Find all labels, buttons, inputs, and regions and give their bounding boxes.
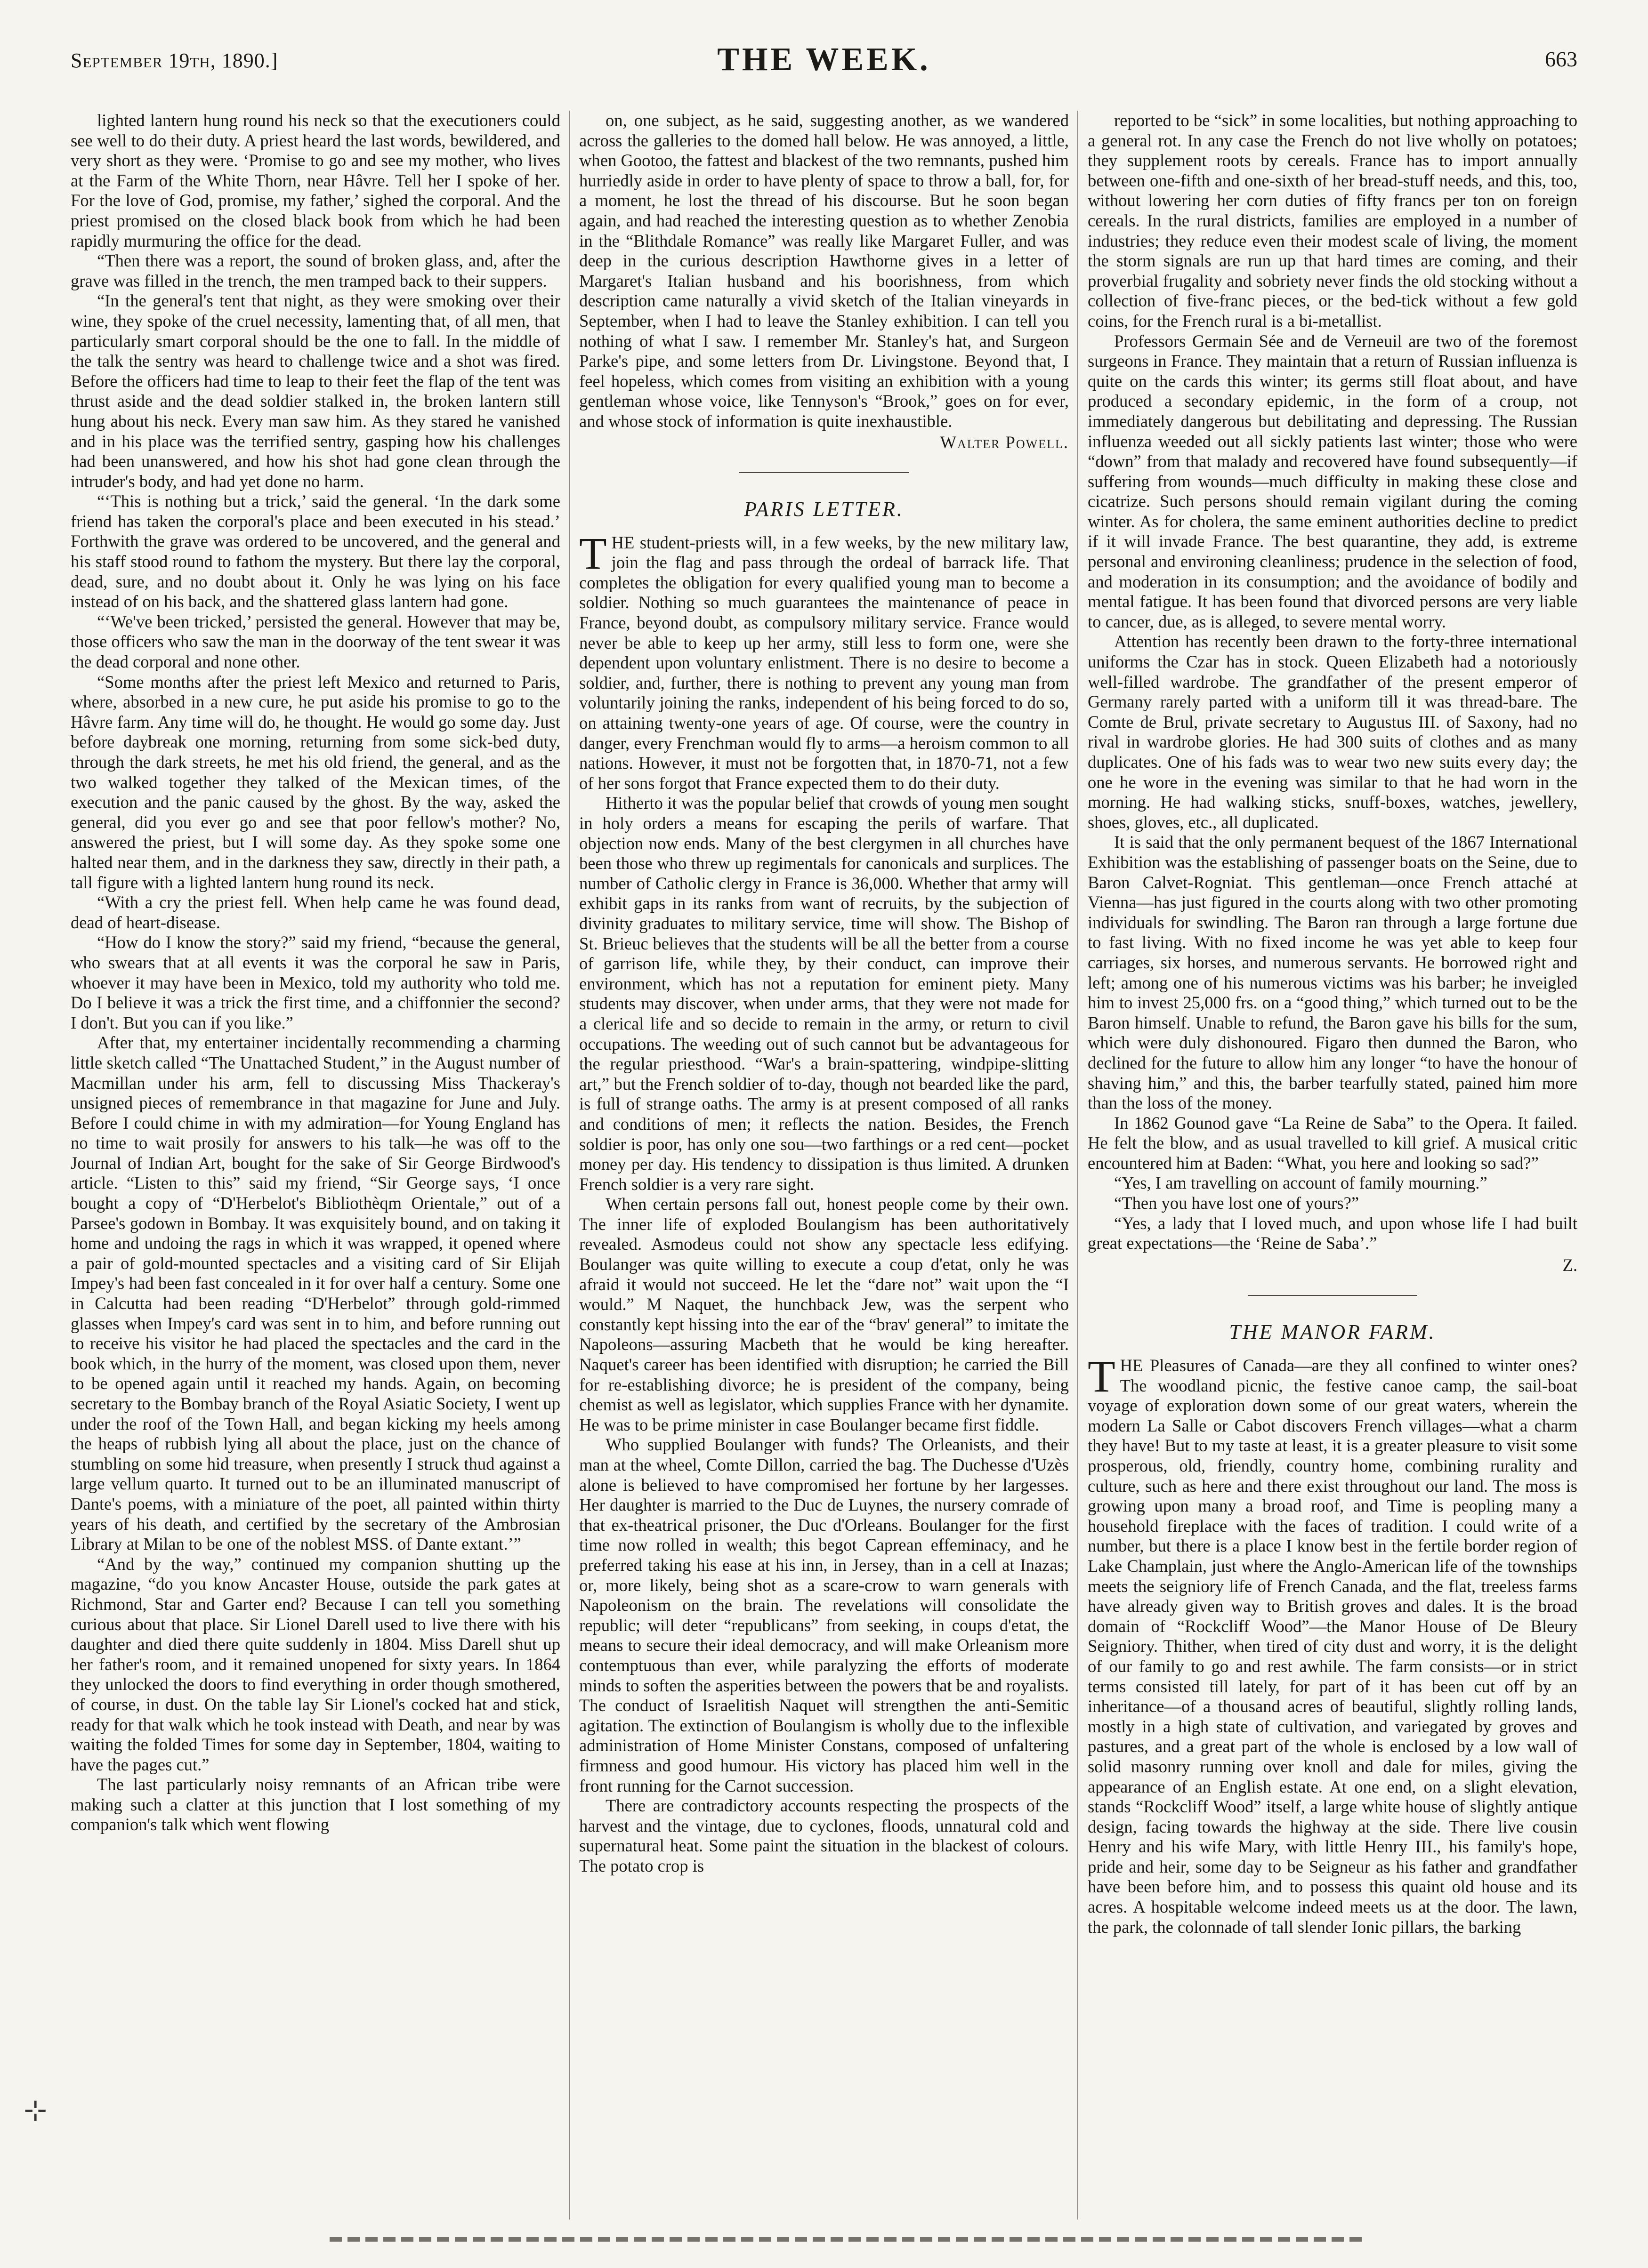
page-header (71, 41, 1577, 101)
margin-mark-icon: ⊹ (24, 2095, 48, 2126)
paragraph: “Yes, a lady that I loved much, and upon whose life I had built great expectations—the ‘Reine de Saba’.” (1088, 1213, 1577, 1253)
scan-edge-bar (330, 2237, 1365, 2242)
column-divider (569, 111, 570, 2220)
paragraph: In 1862 Gounod gave “La Reine de Saba” to the Opera. It failed. He felt the blow, and as usual travelled to kill grief. A musical critic encountered him at Baden: “What, you here and looking so sad?” (1088, 1113, 1577, 1173)
paragraph (1088, 1351, 1577, 1937)
paragraph: When certain persons fall out, honest people come by their own. The inner life of exploded Boulangism has been authoritatively revealed. Asmodeus could not show any spectacle less edifying. Boulanger was quite willing to execute a coup d'etat, only he was afraid it would not succeed. He let the “dare not” wait upon the “I would.” M Naquet, the hunchback Jew, was the serpent who constantly kept hissing into the ear of the “brav' general” to imitate the Napoleons—assuring Macbeth that he would be king hereafter. Naquet's career has been identified with disruption; he carried the Bill for re-establishing divorce; he is president of the company, being chemist as well as legislator, which supplies France with her dynamite. He was to be prime minister in case Boulanger became first fiddle. (579, 1194, 1069, 1434)
article-columns (71, 111, 1577, 2220)
paragraph (579, 528, 1069, 794)
paragraph: “‘We've been tricked,’ persisted the general. However that may be, those officers who saw the man in the doorway of the tent swear it was the dead corporal and none other. (71, 611, 560, 672)
paragraph: The last particularly noisy remnants of an African tribe were making such a clatter at this junction that I lost something of my companion's talk which went flowing (71, 1775, 560, 1834)
page-number: 663 (1545, 47, 1577, 71)
issue-date: September 19th, 1890.] (71, 49, 278, 72)
section-divider (739, 472, 909, 473)
column-1 (71, 111, 560, 2220)
paragraph: Hitherto it was the popular belief that crowds of young men sought in holy orders a means for escaping the perils of warfare. That objection now ends. Many of the best clergymen in all churches have been those who threw up regimentals for canonicals and surplices. The number of Catholic clergy in France is 36,000. Whether that army will exhibit gaps in its ranks from want of recruits, by the subjection of divinity graduates to military service, time will show. The Bishop of St. Brieuc believes that the students will be all the better from a course of garrison life, while they, by their conduct, can improve their environment, which has not a reputation for eminent piety. Many students may discover, when under arms, that they were not made for a clerical life and so decide to remain in the army, or return to civil occupations. The weeding out of such cannot but be advantageous for the regular priesthood. “War's a brain-spattering, windpipe-slitting art,” but the French soldier of to-day, though not bearded like the pard, is full of strange oaths. The army is at present composed of all ranks and conditions of men; it reflects the nation. Besides, the French soldier is poor, has only one sou—two farthings or a red cent—pocket money per day. His tendency to dissipation is thus limited. A drunken French soldier is a very rare sight. (579, 793, 1069, 1194)
paragraph: lighted lantern hung round his neck so that the executioners could see well to do their duty. A priest heard the last words, bewildered, and very short as they were. ‘Promise to go and see my mother, who lives at the Farm of the White Thorn, near Hâvre. Tell her I spoke of her. For the love of God, promise, my father,’ sighed the corporal. And the priest promised on the closed black book from which he had been rapidly murmuring the office for the dead. (71, 111, 560, 250)
paragraph: “‘This is nothing but a trick,’ said the general. ‘In the dark some friend has taken the corporal's place and been executed in his stead.’ Forthwith the grave was ordered to be uncovered, and the general and his staff stood round to fathom the mystery. But there lay the corporal, dead, sure, and no doubt about it. Only he was lying on his face instead of on his back, and the shattered glass lantern had gone. (71, 491, 560, 611)
paragraph: “Then there was a report, the sound of broken glass, and, after the grave was filled in the trench, the men tramped back to their suppers. (71, 251, 560, 290)
paragraph: “How do I know the story?” said my friend, “because the general, who swears that at all events it was the corporal he saw in Paris, whoever it may have been in Mexico, told my authority who told me. Do I believe it was a trick the first time, and a chiffonnier the second? I don't. But you can if you like.” (71, 933, 560, 1032)
paragraph: Who supplied Boulanger with funds? The Orleanists, and their man at the wheel, Comte Dillon, carried the bag. The Duchesse d'Uzès alone is believed to have compromised her fortune by her largesses. Her daughter is married to the Duc de Luynes, the nursery comrade of that ex-theatrical prisoner, the Duc d'Orleans. Boulanger for the first time now rolled in wealth; this begot Caprean effeminacy, and he preferred taking his ease at his inn, in Jersey, than in a cell at Inazas; or, more likely, being shot as a scare-crow to warn generals with Napoleonism on the brain. The revelations will consolidate the republic; will deter “republicans” from seeking, in coups d'etat, the means to secure their ideal democracy, and will make Orleanism more contemptuous than ever, while paralyzing the efforts of moderate minds to soften the asperities between the powers that be and royalists. The conduct of Israelitish Naquet will strengthen the anti-Semitic agitation. The extinction of Boulangism is wholly due to the inflexible administration of Home Minister Constans, composed of unfaltering firmness and good humour. His victory has placed him well in the front running for the Carnot succession. (579, 1435, 1069, 1795)
section-title-paris-letter: PARIS LETTER. (744, 498, 904, 521)
column-2 (579, 111, 1069, 2220)
paragraph: Professors Germain Sée and de Verneuil are two of the foremost surgeons in France. They maintain that a return of Russian influenza is quite on the cards this winter; its germs still float about, and have produced a secondary epidemic, in the form of a croup, not immediately dangerous but debilitating and depressing. The Russian influenza weeded out all sickly patients last winter; those who were “down” from that malady and recovered have found subsequently—if suffering from wounds—much difficulty in making these close and cicatrize. Such persons should remain vigilant during the coming winter. As for cholera, the same eminent authorities decline to predict if it will invade France. The best quarantine, they add, is extreme personal and environing cleanliness; prudence in the selection of food, and moderation in its consumption; and the avoidance of bodily and mental fatigue. It has been found that divorced persons are very liable to cancer, due, as is alleged, to severe mental worry. (1088, 331, 1577, 631)
paragraph: “Yes, I am travelling on account of family mourning.” (1114, 1173, 1487, 1193)
paragraph: “With a cry the priest fell. When help came he was found dead, dead of heart-disease. (71, 893, 560, 932)
drop-cap: T (579, 528, 607, 579)
paragraph: After that, my entertainer incidentally recommending a charming little sketch called “The Unattached Student,” in the August number of Macmillan under his arm, fell to discussing Miss Thackeray's unsigned pieces of remembrance in that magazine for June and July. Before I could chime in with my admiration—for Young England has no time to wait prosily for answers to his talk—he was off to the Journal of Indian Art, bought for the sake of Sir George Birdwood's article. “Listen to this” said my friend, “Sir George says, ‘I once bought a copy of “D'Herbelot's Bibliothèqm Orientale,” out of a Parsee's godown in Bombay. It was exquisitely bound, and on taking it home and undoing the rags in which it was wrapped, it opened where a pair of gold-mounted spectacles and a visiting card of Sir Elijah Impey's had been fast concealed in it for over half a century. Some one in Calcutta had been reading “D'Herbelot” through gold-rimmed glasses when Impey's card was sent in to him, and before running out to receive his visitor he had placed the spectacles and the card in the book which, in the hurry of the moment, was closed upon them, never to be opened again until it reached my hands. Again, on becoming secretary to the Bombay branch of the Royal Asiatic Society, I went up under the roof of the Town Hall, and began kicking my heels among the heaps of rubbish lying all about the place, just on the chance of stumbling on some hid treasure, when presently I struck thud against a large vellum quarto. It turned out to be an illuminated manuscript of Dante's poems, with a miniature of the poet, all painted within thirty years of his death, and certified by the secretary of the Ambrosian Library at Milan to be one of the noblest MSS. of Dante extant.’” (71, 1033, 560, 1554)
paragraph: “Then you have lost one of yours?” (1114, 1193, 1359, 1213)
paragraph: reported to be “sick” in some localities, but nothing approaching to a general rot. In any case the French do not live wholly on potatoes; they supplement roots by cereals. France has to import annually between one-fifth and one-sixth of her bread-stuff needs, and this, too, without lowering her corn duties of fifty francs per ton on foreign cereals. In the rural districts, families are employed in a number of industries; they reduce even their modest scale of living, the moment the storm signals are run up that hard times are coming, and their proverbial frugality and sobriety never finds the old stocking without a collection of five-franc pieces, or the bed-tick without a few gold coins, for the French rural is a bi-metallist. (1088, 111, 1577, 330)
paragraph-text: HE student-priests will, in a few weeks, by the new military law, join the flag and pass through the ordeal of barrack life. That completes the obligation for every qualified young man to become a soldier. Nothing so much guarantees the maintenance of peace in France, beyond doubt, as compulsory military service. France would never be able to keep up her army, still less to form one, were she dependent upon voluntary enlistment. There is no desire to become a soldier, and, further, there is nothing to prevent any young man from voluntarily joining the ranks, independent of his being forced to do so, on attaining twenty-one years of age. Of course, were the country in danger, every Frenchman would fly to arms—a heroism common to all nations. However, it must not be forgotten that, in 1870-71, not a few of her sons forgot that France expected them to do their duty. (579, 532, 1069, 793)
paragraph: It is said that the only permanent bequest of the 1867 International Exhibition was the establishing of passenger boats on the Seine, due to Baron Calvet-Rogniat. This gentleman—once French attaché at Vienna—has just figured in the courts along with two other promoting individuals for swindling. The Baron ran through a large fortune due to fast living. With no fixed income he was yet able to keep four carriages, six horses, and numerous servants. He borrowed right and left; among one of his numerous victims was his barber; he inveigled him to invest 25,000 frs. on a “good thing,” which turned out to be the Baron himself. Unable to refund, the Baron gave his bills for the sum, which were duly dishonoured. Figaro then dunned the Baron, who declined for the future to allow him any longer “to have the honour of shaving him,” and this, the barber tearfully stated, pained him more than the loss of the money. (1088, 832, 1577, 1113)
paragraph: “And by the way,” continued my companion shutting up the magazine, “do you know Ancaster House, outside the park gates at Richmond, Star and Garter end? Because I can tell you something curious about that place. Sir Lionel Darell used to live there with his daughter and died there quite suddenly in 1804. Miss Darell shut up her father's room, and it remained unopened for sixty years. In 1864 they unlocked the doors to find everything in order though smothered, of course, in dust. On the table lay Sir Lionel's cocked hat and stick, ready for that walk which he took instead with Death, and near by was waiting the folded Times for some day in September, 1804, waiting to have the pages cut.” (71, 1554, 560, 1774)
publication-title: THE WEEK. (717, 41, 931, 78)
paragraph-text: HE Pleasures of Canada—are they all confined to winter ones? The woodland picnic, the festive canoe camp, the sail-boat voyage of exploration down some of our great waters, wherein the modern La Salle or Cabot discovers French villages—what a charm they have! But to my taste at least, it is a greater pleasure to visit some prosperous, old, friendly, country home, combining rurality and culture, such as here and there exist throughout our land. The moss is growing upon many a broad roof, and Time is peopling many a household fireplace with the faces of tradition. I could write of a number, but there is a place I know best in the fertile border region of Lake Champlain, just where the Anglo-American life of the townships meets the seigniory life of French Canada, and the flat, treeless farms have already given way to British groves and dales. It is the broad domain of “Rockcliff Wood”—the Manor House of De Bleury Seigniory. Thither, when tired of city dust and worry, it is the delight of our family to go and rest awhile. The farm consists—or in strict terms consisted till lately, for part of it has been cut off by an inheritance—of a thousand acres of beautiful, slightly rolling lands, mostly in a high state of cultivation, and variegated by groves and pastures, and a great part of the whole is enclosed by a low wall of solid masonry running over knoll and dale for miles, giving the appearance of an English estate. At one end, on a slight elevation, stands “Rockcliff Wood” itself, a large white house of slightly antique design, facing towards the highway at the side. There live cousin Henry and his wife Mary, with little Henry III., his family's hope, pride and heir, some day to be Seigneur as his father and grandfather have been before him, and to possess this quaint old house and its acres. A hospitable welcome indeed meets us at the door. The lawn, the park, the colonnade of tall slender Ionic pillars, the barking (1088, 1356, 1577, 1937)
column-divider (1077, 111, 1078, 2220)
section-title-manor-farm: THE MANOR FARM. (1229, 1320, 1436, 1344)
author-signature: Walter Powell. (940, 432, 1069, 452)
drop-cap: T (1088, 1351, 1115, 1402)
author-signature: Z. (1562, 1255, 1577, 1275)
paragraph: “In the general's tent that night, as they were smoking over their wine, they spoke of the cruel necessity, lamenting that, of all men, that particularly smart corporal should be the one to fall. In the middle of the talk the sentry was heard to challenge twice and a shot was fired. Before the officers had time to leap to their feet the flap of the tent was thrust aside and the dead soldier stalked in, the broken lantern still hung about his neck. Every man saw him. As they stared he vanished and in his place was the terrified sentry, gasping how his challenges had been unanswered, and how his shot had gone clean through the intruder's body, and had yet done no harm. (71, 291, 560, 491)
paragraph: on, one subject, as he said, suggesting another, as we wandered across the galleries to the domed hall below. He was annoyed, a little, when Gootoo, the fattest and blackest of the two remnants, pushed him hurriedly aside in order to have plenty of space to throw a ball, for, for a moment, he lost the thread of his discourse. But he soon began again, and had reached the interesting question as to whether Zenobia in the “Blithdale Romance” was really like Margaret Fuller, and was deep in the curious description Hawthorne gives in a letter of Margaret's Italian husband and his boorishness, from which description came naturally a vivid sketch of the Italian vineyards in September, when I had to leave the Stanley exhibition. I can tell you nothing of what I saw. I remember Mr. Stanley's hat, and Surgeon Parke's pipe, and some letters from Dr. Livingstone. Beyond that, I feel hopeless, which comes from visiting an exhibition with a young gentleman whose voice, like Tennyson's “Brook,” goes on for ever, and whose stock of information is quite inexhaustible. (579, 111, 1069, 431)
column-3 (1088, 111, 1577, 2220)
paragraph: There are contradictory accounts respecting the prospects of the harvest and the vintage, due to cyclones, floods, unnatural cold and supernatural heat. Some paint the situation in the blackest of colours. The potato crop is (579, 1796, 1069, 1875)
section-divider (1248, 1295, 1417, 1296)
paragraph: “Some months after the priest left Mexico and returned to Paris, where, absorbed in a new cure, he put aside his promise to go to the Hâvre farm. Any time will do, he thought. He would go some day. Just before daybreak one morning, returning from some sick-bed duty, through the dark streets, he met his old friend, the general, and as the two walked together they talked of the Mexican times, of the execution and the panic caused by the ghost. By the way, asked the general, did you ever go and see that poor fellow's mother? No, answered the priest, but I will some day. As they spoke some one halted near them, and in the darkness they saw, directly in their path, a tall figure with a lighted lantern hung round its neck. (71, 672, 560, 892)
paragraph: Attention has recently been drawn to the forty-three international uniforms the Czar has in stock. Queen Elizabeth had a notoriously well-filled wardrobe. The grandfather of the present emperor of Germany rarely parted with a uniform till it was thread-bare. The Comte de Brul, private secretary to Augustus III. of Saxony, had no rival in wardrobe glories. He had 300 suits of clothes and as many duplicates. One of his fads was to wear two new suits every day; the one he wore in the evening was similar to that he had worn in the morning. He had walking sticks, snuff-boxes, watches, jewellery, shoes, gloves, etc., all duplicated. (1088, 632, 1577, 832)
